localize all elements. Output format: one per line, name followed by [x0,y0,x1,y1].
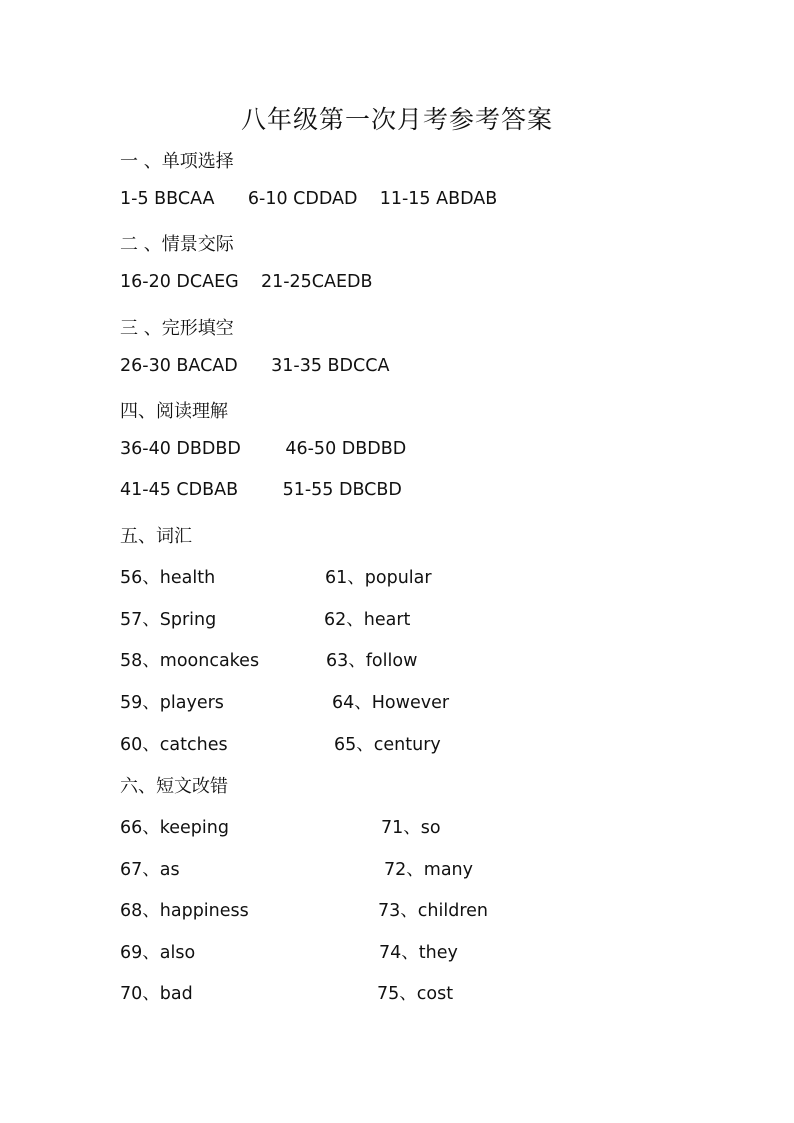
correction-answer: 72、many [384,860,473,880]
section-heading-3: 三 、完形填空 [120,318,234,339]
correction-answer: 66、keeping [120,818,229,838]
section-heading-6: 六、短文改错 [120,776,228,797]
section-heading-4: 四、阅读理解 [120,401,228,422]
vocab-answer: 56、health [120,568,216,588]
correction-answer: 70、bad [120,984,193,1004]
correction-answer: 67、as [120,860,180,880]
correction-answer: 68、happiness [120,901,249,921]
page-title: 八年级第一次月考参考答案 [240,105,553,134]
correction-answer: 75、cost [377,984,454,1004]
vocab-answer: 59、players [120,693,224,713]
correction-answer: 74、they [379,943,458,963]
vocab-answer: 58、mooncakes [120,651,260,671]
section-heading-2: 二 、情景交际 [120,234,234,255]
vocab-answer: 60、catches [120,735,228,755]
correction-answer: 69、also [120,943,196,963]
vocab-answer: 57、Spring [120,610,217,630]
answer-line: 1-5 BBCAA 6-10 CDDAD 11-15 ABDAB [120,189,498,209]
vocab-answer: 64、However [332,693,450,713]
section-heading-5: 五、词汇 [120,526,192,547]
correction-answer: 71、so [381,818,441,838]
answer-line: 41-45 CDBAB 51-55 DBCBD [120,480,402,500]
vocab-answer: 63、follow [326,651,418,671]
vocab-answer: 65、century [334,735,441,755]
answer-line: 16-20 DCAEG 21-25CAEDB [120,272,373,292]
vocab-answer: 61、popular [325,568,432,588]
section-heading-1: 一 、单项选择 [120,151,234,172]
vocab-answer: 62、heart [324,610,411,630]
correction-answer: 73、children [378,901,488,921]
answer-line: 26-30 BACAD 31-35 BDCCA [120,356,390,376]
answer-line: 36-40 DBDBD 46-50 DBDBD [120,439,407,459]
